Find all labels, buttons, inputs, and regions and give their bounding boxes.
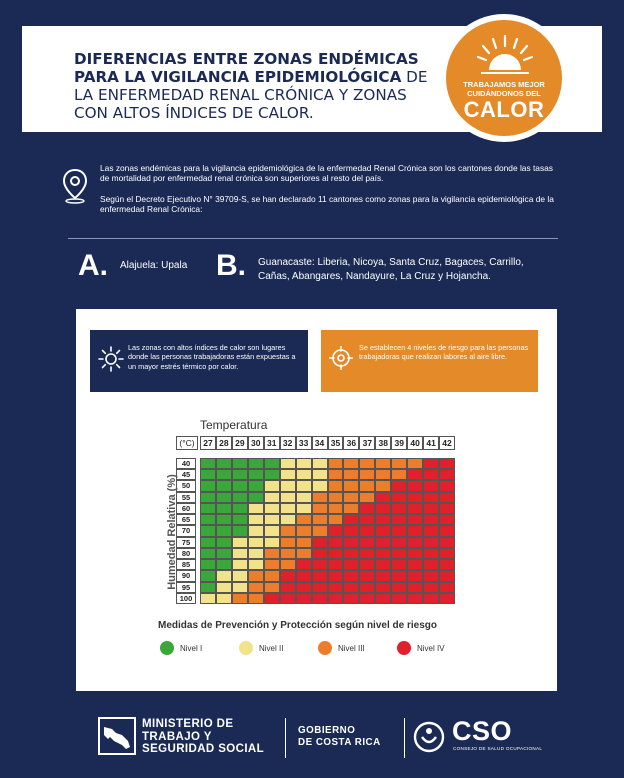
cso-name: CSO [452, 716, 513, 746]
heatmap-cell [359, 458, 375, 469]
heatmap-cell [232, 503, 248, 514]
heatmap-cell [343, 492, 359, 503]
heatmap-cell [216, 525, 232, 536]
heatmap-cell [328, 537, 344, 548]
heatmap-cell [264, 559, 280, 570]
badge-heading: CALOR [463, 97, 545, 122]
legend-label: Nivel IV [417, 644, 445, 653]
heatmap-cell [200, 492, 216, 503]
ministry-name [142, 718, 264, 756]
zone-a-letter: A. [78, 249, 108, 282]
heatmap-cell [280, 548, 296, 559]
heatmap-cell [439, 525, 455, 536]
heatmap-cell [423, 480, 439, 491]
heatmap-cell [423, 469, 439, 480]
heatmap-cell [200, 480, 216, 491]
heatmap-cell [391, 537, 407, 548]
ministry-line-1: MINISTERIO DE [142, 718, 234, 730]
heatmap-cell [407, 469, 423, 480]
heatmap-cell [248, 458, 264, 469]
chart-title: Temperatura [200, 418, 268, 432]
y-tick-label: 90 [176, 570, 196, 581]
x-tick-label: 29 [232, 436, 248, 450]
heatmap-cell [343, 593, 359, 604]
heatmap-cell [407, 559, 423, 570]
heatmap-cell [264, 503, 280, 514]
heatmap-cell [280, 525, 296, 536]
heatmap-cell [216, 469, 232, 480]
heatmap-cell [343, 514, 359, 525]
heatmap-cell [328, 492, 344, 503]
heatmap-cell [375, 559, 391, 570]
title-bold: DIFERENCIAS ENTRE ZONAS ENDÉMICAS PARA LA VIGILANCIA EPIDEMIOLÓGICA [74, 50, 419, 86]
x-tick-label: 31 [264, 436, 280, 450]
heatmap-cell [407, 525, 423, 536]
heatmap-cell [232, 469, 248, 480]
sun-outline-icon [98, 346, 124, 372]
legend-title: Medidas de Prevención y Protección según nivel de riesgo [158, 620, 437, 631]
heatmap-cell [296, 570, 312, 581]
divider [68, 238, 558, 239]
heatmap-cell [375, 469, 391, 480]
legend-label: Nivel III [338, 644, 365, 653]
heatmap-cell [423, 458, 439, 469]
heatmap-cell [232, 458, 248, 469]
heatmap-cell [439, 582, 455, 593]
heatmap-cell [328, 480, 344, 491]
heatmap-cell [216, 570, 232, 581]
heatmap-cell [264, 525, 280, 536]
heatmap-cell [423, 559, 439, 570]
heatmap-cell [200, 525, 216, 536]
heatmap-cell [312, 480, 328, 491]
heatmap-cell [375, 514, 391, 525]
risk-levels-text: Se establecen 4 niveles de riesgo para las personas trabajadoras que realizan labores al aire libre. [359, 343, 529, 362]
heatmap-cell [312, 548, 328, 559]
heatmap-cell [264, 480, 280, 491]
heatmap-cell [375, 492, 391, 503]
heatmap-cell [248, 469, 264, 480]
x-unit-label: (°C) [176, 436, 198, 450]
heatmap-cell [296, 492, 312, 503]
x-tick-label: 27 [200, 436, 216, 450]
x-tick-label: 35 [328, 436, 344, 450]
heatmap-cell [391, 492, 407, 503]
heatmap-cell [328, 458, 344, 469]
heatmap-cell [248, 492, 264, 503]
heatmap-cell [423, 582, 439, 593]
heatmap-cell [216, 548, 232, 559]
heatmap-cell [248, 480, 264, 491]
heatmap-cell [375, 548, 391, 559]
heatmap-cell [343, 480, 359, 491]
heatmap-cell [407, 458, 423, 469]
heatmap-cell [280, 582, 296, 593]
heatmap-cell [375, 480, 391, 491]
ministry-line-3: SEGURIDAD SOCIAL [142, 743, 265, 755]
heatmap-cell [439, 548, 455, 559]
heatmap-cell [343, 503, 359, 514]
heatmap-cell [391, 570, 407, 581]
heatmap-cell [439, 469, 455, 480]
y-tick-label: 80 [176, 548, 196, 559]
heatmap-cell [328, 525, 344, 536]
heatmap-cell [423, 514, 439, 525]
zone-b-letter: B. [216, 249, 246, 282]
heatmap-cell [200, 503, 216, 514]
heatmap-cell [343, 570, 359, 581]
costa-rica-map-icon [100, 719, 134, 753]
heatmap-cell [375, 525, 391, 536]
cso-subtitle: CONSEJO DE SALUD OCUPACIONAL [453, 746, 543, 751]
heatmap-cell [296, 548, 312, 559]
x-tick-label: 30 [248, 436, 264, 450]
heatmap-cell [264, 593, 280, 604]
heatmap-cell [359, 525, 375, 536]
heatmap-cell [280, 570, 296, 581]
y-axis-label: Humedad Relativa (%) [166, 474, 178, 590]
heatmap-cell [407, 537, 423, 548]
x-tick-label: 42 [439, 436, 455, 450]
heatmap-cell [280, 537, 296, 548]
heatmap-cell [264, 514, 280, 525]
footer-divider [285, 718, 286, 758]
heatmap-cell [312, 503, 328, 514]
heatmap-cell [328, 559, 344, 570]
heatmap-cell [216, 537, 232, 548]
heatmap-cell [216, 480, 232, 491]
heatmap-cell [439, 480, 455, 491]
badge-line-2: CUIDÁNDONOS DEL [467, 89, 541, 98]
intro-paragraph-2: Según el Decreto Ejecutivo N° 39709-S, se han declarado 11 cantones como zonas para la vigilancia epidemiológica de la enfermedad Renal Crónica: [100, 194, 554, 215]
heatmap-cell [296, 537, 312, 548]
government-line-1: GOBIERNO [298, 725, 356, 736]
badge-tagline [448, 80, 560, 98]
heatmap-cell [375, 593, 391, 604]
zone-b-text: Guanacaste: Liberia, Nicoya, Santa Cruz, Bagaces, Carrillo, Cañas, Abangares, Nandayure, La Cruz y Hojancha. [258, 257, 524, 282]
y-tick-label: 70 [176, 525, 196, 536]
heatmap-cell [343, 537, 359, 548]
heatmap-cell [200, 593, 216, 604]
heatmap-cell [359, 480, 375, 491]
heatmap-cell [200, 582, 216, 593]
x-tick-label: 36 [343, 436, 359, 450]
heatmap-grid [200, 458, 455, 604]
y-tick-label: 55 [176, 492, 196, 503]
heat-zones-text: Las zonas con altos índices de calor son lugares donde las personas trabajadoras están expuestas a un mayor estrés térmico por calor. [128, 343, 296, 371]
heatmap-cell [312, 559, 328, 570]
heatmap-cell [296, 480, 312, 491]
x-tick-label: 37 [359, 436, 375, 450]
heatmap-cell [232, 537, 248, 548]
heatmap-cell [328, 548, 344, 559]
heatmap-cell [423, 537, 439, 548]
heatmap-cell [296, 525, 312, 536]
heatmap-cell [343, 582, 359, 593]
heatmap-cell [343, 548, 359, 559]
y-tick-label: 45 [176, 469, 196, 480]
heatmap-cell [232, 559, 248, 570]
heatmap-cell [375, 537, 391, 548]
location-pin-icon [62, 168, 88, 204]
legend-label: Nivel II [259, 644, 284, 653]
x-tick-label: 41 [423, 436, 439, 450]
heatmap-cell [200, 559, 216, 570]
heatmap-cell [407, 492, 423, 503]
heatmap-cell [423, 570, 439, 581]
heatmap-cell [200, 548, 216, 559]
heatmap-cell [391, 559, 407, 570]
legend-label: Nivel I [180, 644, 203, 653]
y-tick-label: 60 [176, 503, 196, 514]
heatmap-cell [264, 570, 280, 581]
heatmap-cell [343, 469, 359, 480]
risk-levels-card [321, 330, 538, 392]
heatmap-cell [296, 469, 312, 480]
heatmap-cell [439, 492, 455, 503]
heatmap-cell [359, 503, 375, 514]
title-rest: DE LA ENFERMEDAD RENAL CRÓNICA Y ZONAS CON ALTOS ÍNDICES DE CALOR. [74, 68, 428, 122]
heatmap-cell [248, 525, 264, 536]
zone-a-text: Alajuela: Upala [120, 260, 188, 271]
heatmap-cell [280, 514, 296, 525]
heatmap-cell [359, 570, 375, 581]
heatmap-cell [407, 570, 423, 581]
heatmap-cell [296, 458, 312, 469]
heatmap-cell [216, 559, 232, 570]
ministry-line-2: TRABAJO Y [142, 730, 212, 743]
heatmap-cell [200, 570, 216, 581]
heatmap-cell [359, 514, 375, 525]
heatmap-cell [423, 503, 439, 514]
heatmap-cell [391, 514, 407, 525]
heatmap-cell [439, 593, 455, 604]
heatmap-cell [328, 503, 344, 514]
heatmap-cell [248, 503, 264, 514]
x-tick-label: 38 [375, 436, 391, 450]
heatmap-cell [232, 480, 248, 491]
heatmap-cell [391, 582, 407, 593]
legend-swatch [397, 641, 411, 655]
heatmap-cell [359, 469, 375, 480]
heatmap-cell [312, 469, 328, 480]
heatmap-cell [248, 582, 264, 593]
heatmap-cell [296, 593, 312, 604]
heatmap-cell [200, 537, 216, 548]
heatmap-cell [359, 593, 375, 604]
x-tick-label: 28 [216, 436, 232, 450]
heatmap-cell [312, 492, 328, 503]
heatmap-cell [280, 593, 296, 604]
heatmap-cell [407, 480, 423, 491]
heatmap-cell [359, 548, 375, 559]
heatmap-cell [264, 492, 280, 503]
heatmap-cell [280, 480, 296, 491]
heatmap-cell [375, 570, 391, 581]
heatmap-cell [423, 525, 439, 536]
heatmap-cell [200, 458, 216, 469]
heatmap-cell [407, 503, 423, 514]
heatmap-cell [312, 582, 328, 593]
x-tick-label: 34 [312, 436, 328, 450]
heatmap-cell [232, 492, 248, 503]
heatmap-cell [407, 593, 423, 604]
sun-icon [476, 34, 534, 76]
heatmap-cell [343, 525, 359, 536]
heatmap-cell [375, 503, 391, 514]
heatmap-cell [216, 492, 232, 503]
heatmap-cell [248, 593, 264, 604]
heatmap-cell [312, 514, 328, 525]
legend-swatch [239, 641, 253, 655]
heatmap-cell [200, 514, 216, 525]
heatmap-cell [200, 469, 216, 480]
ministry-logo [98, 717, 136, 755]
heatmap-cell [391, 480, 407, 491]
heatmap-cell [391, 593, 407, 604]
heatmap-cell [439, 570, 455, 581]
heatmap-cell [264, 458, 280, 469]
heatmap-cell [359, 537, 375, 548]
heatmap-cell [343, 458, 359, 469]
heatmap-cell [248, 570, 264, 581]
heatmap-cell [375, 458, 391, 469]
heatmap-cell [391, 469, 407, 480]
x-tick-label: 32 [280, 436, 296, 450]
footer-divider [404, 718, 405, 758]
intro-paragraph-1: Las zonas endémicas para la vigilancia epidemiológica de la enfermedad Renal Crónica son los cantones donde las tasas de mortalidad por enfermedad renal crónica son superiores al resto del país. [100, 163, 553, 184]
heatmap-cell [280, 469, 296, 480]
heatmap-cell [248, 548, 264, 559]
heatmap-cell [359, 582, 375, 593]
heatmap-cell [232, 570, 248, 581]
heatmap-cell [439, 537, 455, 548]
heatmap-cell [359, 492, 375, 503]
heatmap-cell [232, 582, 248, 593]
heatmap-cell [328, 469, 344, 480]
heatmap-cell [343, 559, 359, 570]
y-tick-label: 75 [176, 537, 196, 548]
heatmap-cell [328, 570, 344, 581]
heatmap-cell [312, 593, 328, 604]
heatmap-cell [264, 537, 280, 548]
heatmap-cell [407, 548, 423, 559]
badge-line-1: TRABAJAMOS MEJOR [463, 80, 545, 89]
heatmap-cell [216, 458, 232, 469]
heatmap-cell [423, 492, 439, 503]
heatmap-cell [264, 469, 280, 480]
heatmap-cell [439, 559, 455, 570]
target-icon [329, 346, 353, 370]
heatmap-cell [216, 503, 232, 514]
heat-zones-card [90, 330, 308, 392]
heatmap-cell [375, 582, 391, 593]
heatmap-cell [232, 593, 248, 604]
heatmap-cell [439, 458, 455, 469]
y-tick-label: 100 [176, 593, 196, 604]
cso-logo-icon [413, 721, 445, 753]
heatmap-cell [312, 570, 328, 581]
heatmap-cell [391, 548, 407, 559]
heatmap-cell [216, 582, 232, 593]
heatmap-cell [328, 582, 344, 593]
heatmap-cell [248, 537, 264, 548]
heatmap-cell [391, 458, 407, 469]
y-tick-label: 95 [176, 582, 196, 593]
page-title [74, 50, 434, 122]
heatmap-cell [216, 514, 232, 525]
heatmap-cell [328, 514, 344, 525]
heatmap-cell [232, 548, 248, 559]
heatmap-cell [328, 593, 344, 604]
government-name [298, 725, 381, 749]
heatmap-cell [312, 537, 328, 548]
heatmap-cell [232, 514, 248, 525]
heatmap-cell [407, 582, 423, 593]
heatmap-cell [296, 582, 312, 593]
heatmap-cell [248, 559, 264, 570]
heatmap-cell [232, 525, 248, 536]
heatmap-cell [439, 514, 455, 525]
x-tick-label: 40 [407, 436, 423, 450]
x-tick-label: 33 [296, 436, 312, 450]
heatmap-cell [359, 559, 375, 570]
heatmap-cell [391, 503, 407, 514]
heatmap-cell [280, 559, 296, 570]
heatmap-cell [296, 503, 312, 514]
legend-swatch [318, 641, 332, 655]
heatmap-cell [296, 514, 312, 525]
government-line-2: DE COSTA RICA [298, 737, 381, 748]
heatmap-cell [248, 514, 264, 525]
heatmap-cell [423, 593, 439, 604]
heatmap-cell [296, 559, 312, 570]
heatmap-cell [264, 548, 280, 559]
heatmap-cell [216, 593, 232, 604]
heatmap-cell [312, 458, 328, 469]
y-tick-label: 85 [176, 559, 196, 570]
heatmap-cell [407, 514, 423, 525]
heatmap-cell [280, 492, 296, 503]
heatmap-cell [312, 525, 328, 536]
y-tick-label: 50 [176, 480, 196, 491]
y-tick-label: 65 [176, 514, 196, 525]
heatmap-cell [391, 525, 407, 536]
heatmap-cell [280, 503, 296, 514]
legend-swatch [160, 641, 174, 655]
y-tick-label: 40 [176, 458, 196, 469]
x-tick-label: 39 [391, 436, 407, 450]
heatmap-cell [439, 503, 455, 514]
heatmap-cell [423, 548, 439, 559]
heatmap-cell [264, 582, 280, 593]
heatmap-cell [280, 458, 296, 469]
